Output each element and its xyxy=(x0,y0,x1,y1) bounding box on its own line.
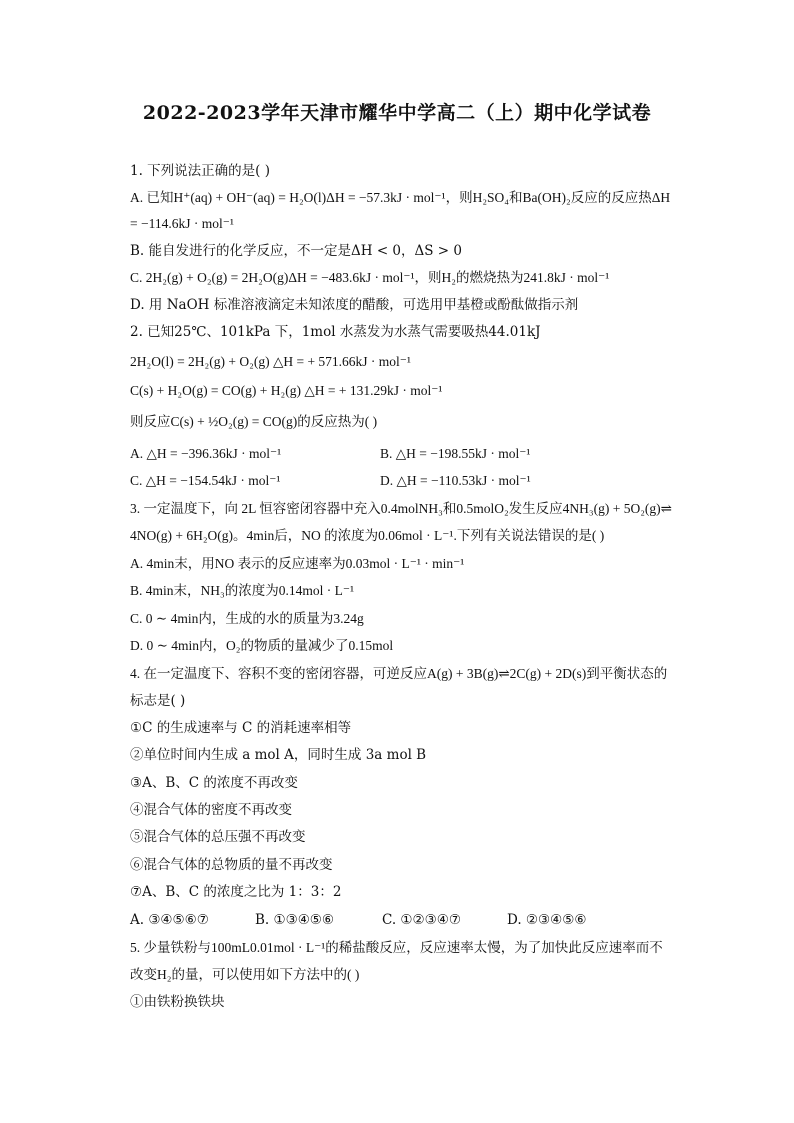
q1-option-b: B. 能自发进行的化学反应，不一定是ΔH < 0，ΔS > 0 xyxy=(130,243,462,259)
q5-item-1: ①由铁粉换铁块 xyxy=(130,994,225,1010)
q4-item-3: ③A、B、C 的浓度不再改变 xyxy=(130,775,298,791)
q3-stem-line1: 3. 一定温度下，向 2L 恒容密闭容器中充入0.4molNH₃和0.5molO₂发生反应4NH₃(g) + 5O₂(g)⇌ xyxy=(130,501,672,516)
q1-stem: 1. 下列说法正确的是( ) xyxy=(130,163,270,179)
q2-option-a: A. △H = −396.36kJ · mol⁻¹ xyxy=(130,446,282,461)
q4-option-d: D. ②③④⑤⑥ xyxy=(507,912,587,928)
q5-stem-line2: 改变H₂的量，可以使用如下方法中的( ) xyxy=(130,967,360,982)
q3-option-d: D. 0 ∼ 4min内，O₂的物质的量减少了0.15mol xyxy=(130,638,394,653)
q1-option-a-line1: A. 已知H⁺(aq) + OH⁻(aq) = H₂O(l)ΔH = −57.3kJ · mol⁻¹，则H₂SO₄和Ba(OH)₂反应的反应热ΔH xyxy=(130,190,671,205)
q4-item-5: ⑤混合气体的总压强不再改变 xyxy=(130,829,306,845)
q2-equation-1: 2H₂O(l) = 2H₂(g) + O₂(g) △H = + 571.66kJ · mol⁻¹ xyxy=(130,354,411,369)
q4-stem-line2: 标志是( ) xyxy=(130,693,186,709)
q2-equation-2: C(s) + H₂O(g) = CO(g) + H₂(g) △H = + 131.29kJ · mol⁻¹ xyxy=(130,383,443,398)
q4-option-b: B. ①③④⑤⑥ xyxy=(255,912,335,928)
q2-question: 则反应C(s) + ½O₂(g) = CO(g)的反应热为( ) xyxy=(130,414,378,429)
q2-option-c: C. △H = −154.54kJ · mol⁻¹ xyxy=(130,473,281,488)
q4-item-4: ④混合气体的密度不再改变 xyxy=(130,802,292,818)
q3-option-a: A. 4min末，用NO 表示的反应速率为0.03mol · L⁻¹ · min⁻¹ xyxy=(130,556,465,571)
q4-option-c: C. ①②③④⑦ xyxy=(382,912,461,928)
q4-item-7: ⑦A、B、C 的浓度之比为 1：3：2 xyxy=(130,884,342,900)
q3-option-b: B. 4min末，NH₃的浓度为0.14mol · L⁻¹ xyxy=(130,583,355,598)
q4-option-a: A. ③④⑤⑥⑦ xyxy=(130,912,209,928)
q3-stem-line2: 4NO(g) + 6H₂O(g)。4min后，NO 的浓度为0.06mol · L⁻¹.下列有关说法错误的是( ) xyxy=(130,528,605,543)
q1-option-a-line2: = −114.6kJ · mol⁻¹ xyxy=(130,216,234,231)
page-title: 2022-2023学年天津市耀华中学高二（上）期中化学试卷 xyxy=(142,102,652,124)
q4-item-6: ⑥混合气体的总物质的量不再改变 xyxy=(130,857,333,873)
q2-stem: 2. 已知25℃、101kPa 下，1mol 水蒸发为水蒸气需要吸热44.01kJ xyxy=(130,324,541,340)
q2-option-d: D. △H = −110.53kJ · mol⁻¹ xyxy=(380,473,531,488)
q1-option-d: D. 用 NaOH 标准溶液滴定未知浓度的醋酸，可选用甲基橙或酚酞做指示剂 xyxy=(130,297,579,313)
q3-option-c: C. 0 ∼ 4min内，生成的水的质量为3.24g xyxy=(130,611,364,626)
q2-option-b: B. △H = −198.55kJ · mol⁻¹ xyxy=(380,446,531,461)
q1-option-c: C. 2H₂(g) + O₂(g) = 2H₂O(g)ΔH = −483.6kJ · mol⁻¹，则H₂的燃烧热为241.8kJ · mol⁻¹ xyxy=(130,270,610,285)
q4-item-2: ②单位时间内生成 a mol A，同时生成 3a mol B xyxy=(130,747,427,763)
q5-stem-line1: 5. 少量铁粉与100mL0.01mol · L⁻¹的稀盐酸反应，反应速率太慢，为了加快此反应速率而不 xyxy=(130,940,663,955)
q4-item-1: ①C 的生成速率与 C 的消耗速率相等 xyxy=(130,720,352,736)
q4-stem-line1: 4. 在一定温度下、容积不变的密闭容器，可逆反应A(g) + 3B(g)⇌2C(g) + 2D(s)到平衡状态的 xyxy=(130,666,668,681)
